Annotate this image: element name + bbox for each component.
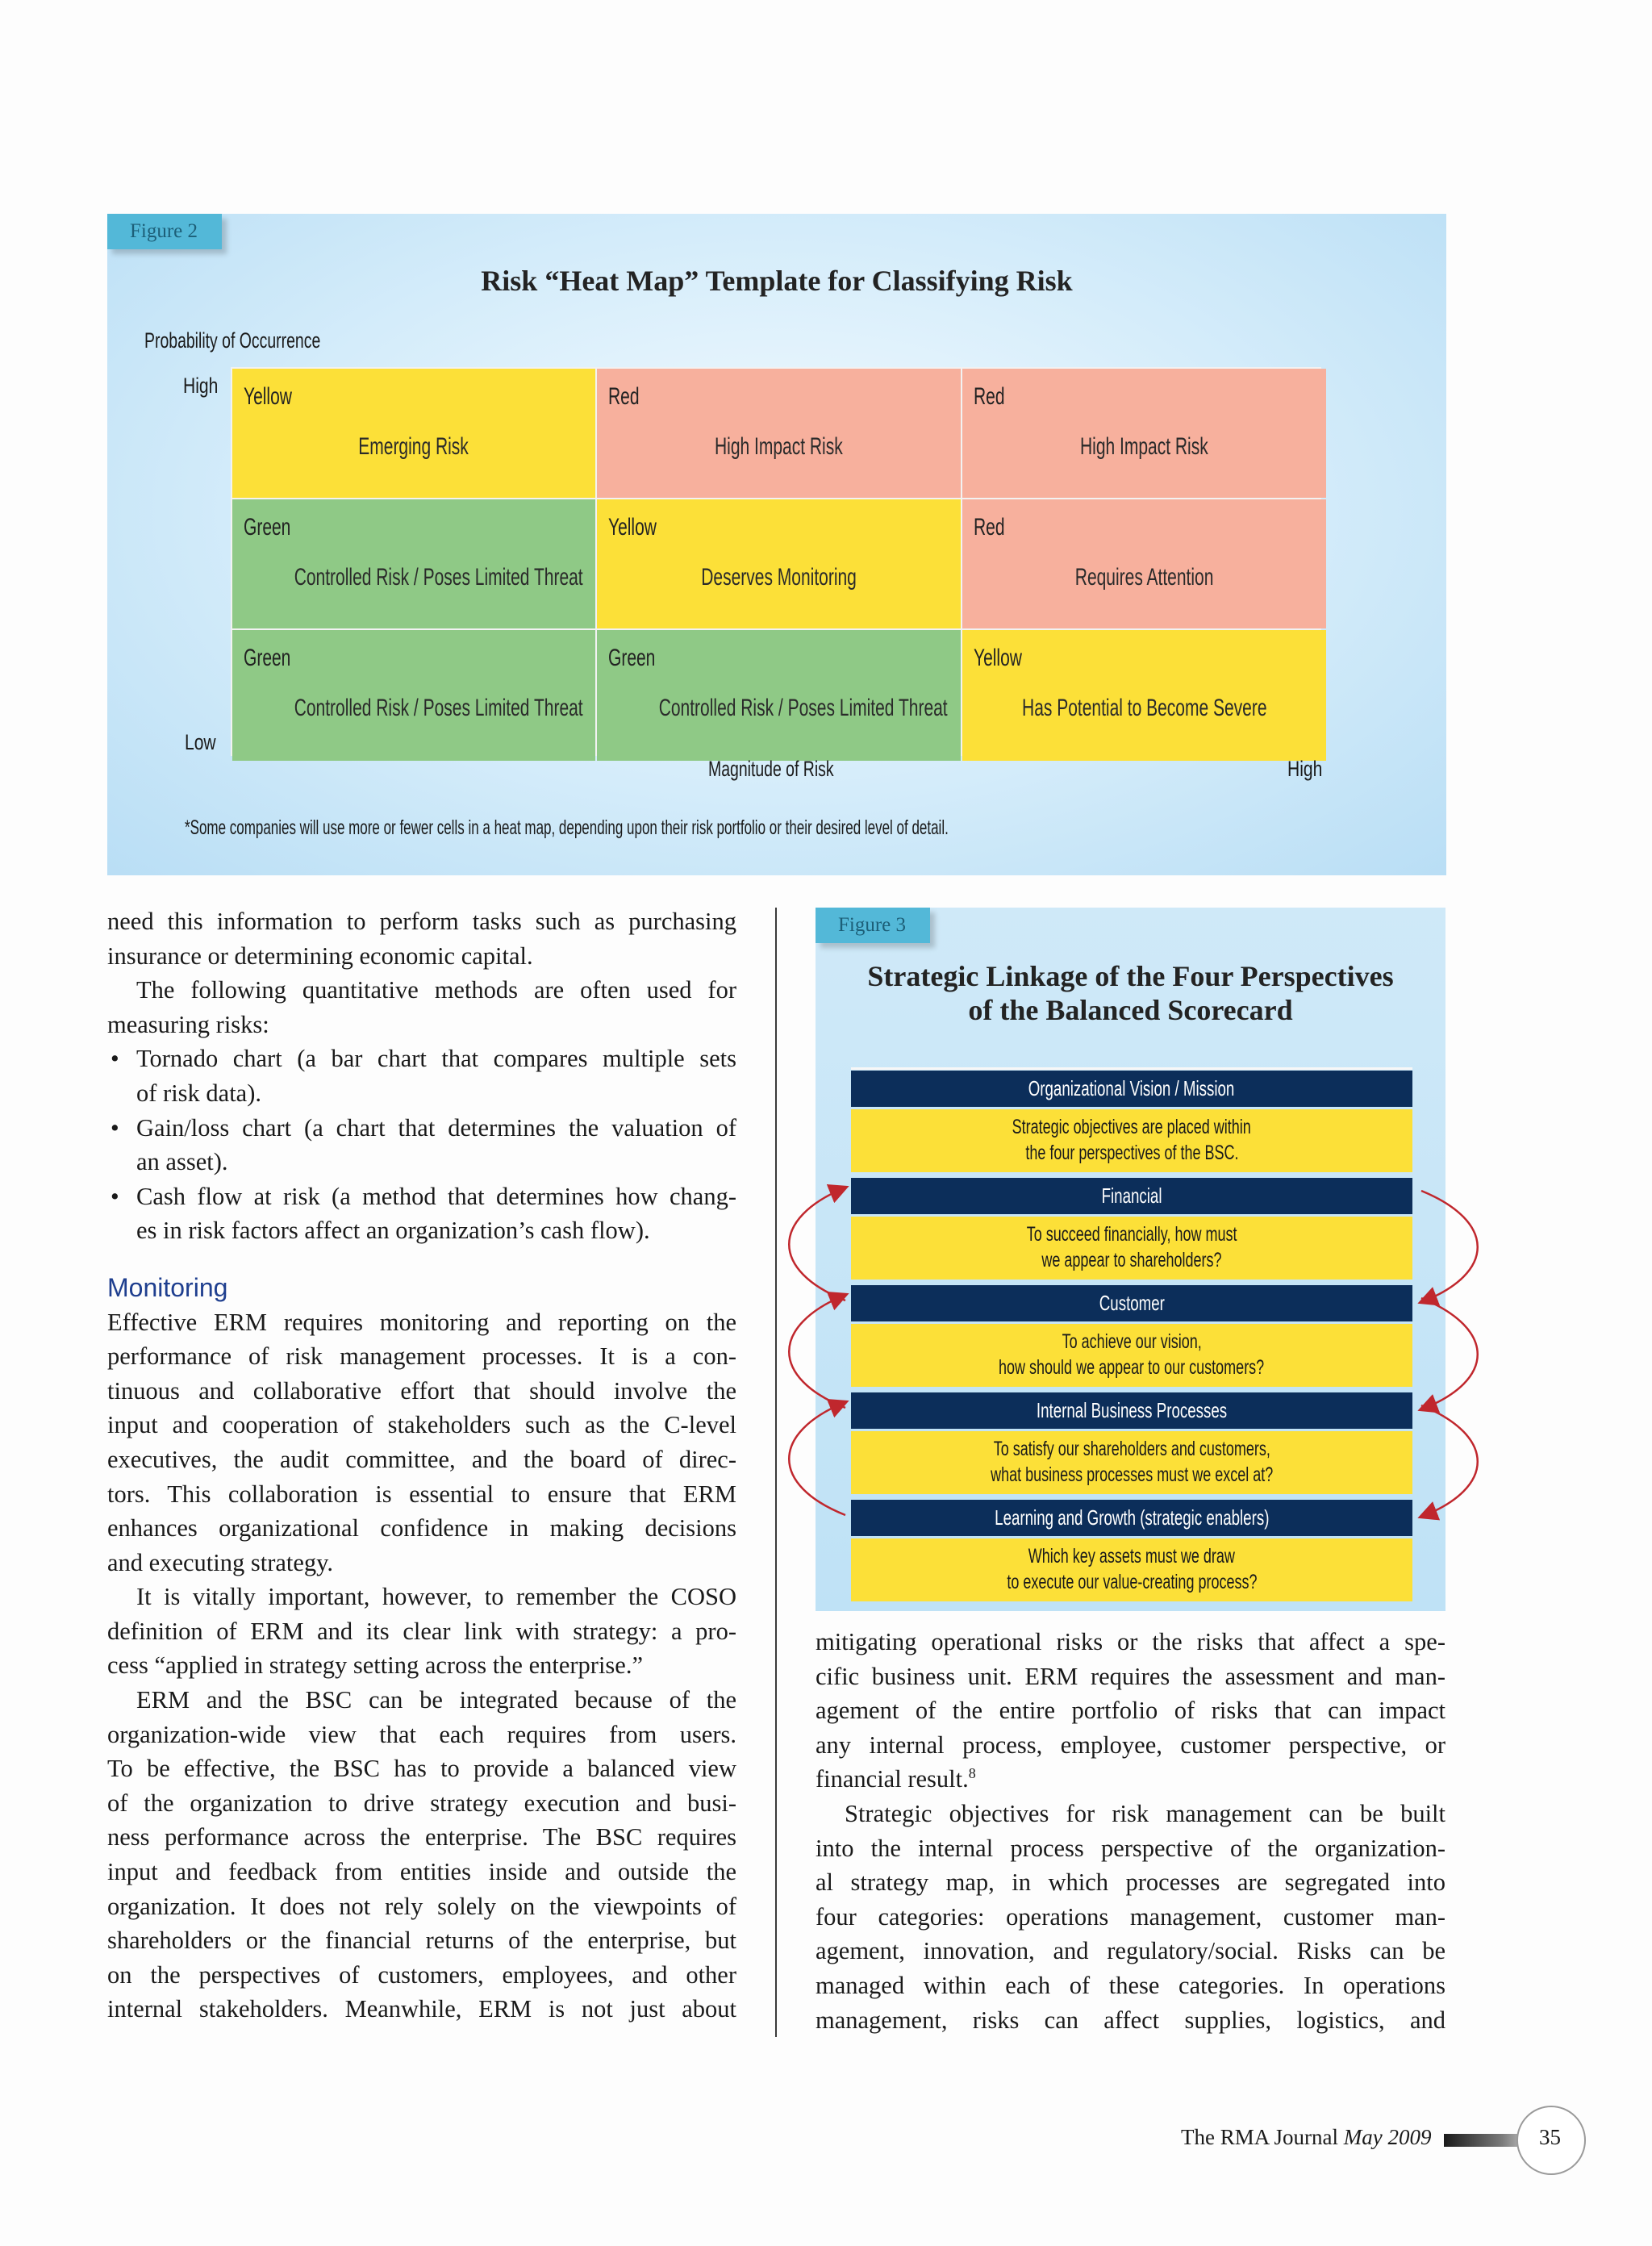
cell-color-label: Red [608, 383, 640, 410]
perspective-header-text: Internal Business Processes [1036, 1398, 1228, 1422]
y-axis-high-label: High [183, 374, 219, 398]
body-line: cific business unit. ERM requires the assessment and man- [816, 1662, 1446, 1690]
cell-description: Deserves Monitoring [701, 564, 857, 591]
body-line: managed within each of these categories. In operations [816, 1971, 1446, 1999]
body-line: tinuous and collaborative effort that should involve the [107, 1376, 736, 1405]
figure-2-title: Risk “Heat Map” Template for Classifying Risk [481, 265, 1073, 297]
body-line: need this information to perform tasks such as purchasing [107, 908, 736, 935]
issue-date: May 2009 [1343, 2125, 1432, 2149]
cell-color-label: Yellow [974, 645, 1022, 671]
body-line: shareholders or the financial returns of the enterprise, but [107, 1927, 736, 1955]
body-line: insurance or determining economic capital. [107, 941, 533, 970]
perspective-header-text: Customer [1099, 1291, 1165, 1315]
body-line: input and feedback from entities inside and outside the [107, 1858, 736, 1886]
linkage-arrow-right [1421, 1191, 1478, 1302]
body-line: organization. It does not rely solely on the viewpoints of [107, 1892, 736, 1920]
body-line: enhances organizational confidence in making decisions [107, 1514, 736, 1543]
cell-description: High Impact Risk [1080, 433, 1208, 460]
body-text: financial result. [816, 1765, 969, 1793]
question-line: to execute our value-creating process? [1006, 1571, 1258, 1593]
figure-2-footnote: *Some companies will use more or fewer cells in a heat map, depending upon their risk portfolio or their desired level of detail. [185, 816, 949, 839]
body-line: organization-wide view that each requires from users. [107, 1720, 736, 1748]
section-heading: Monitoring [107, 1272, 228, 1302]
cell-description: Controlled Risk / Poses Limited Threat [294, 564, 583, 591]
question-line: the four perspectives of the BSC. [1024, 1142, 1239, 1164]
footnote-marker: 8 [968, 1765, 976, 1782]
perspective-header-text: Learning and Growth (strategic enablers) [994, 1505, 1270, 1530]
question-line: Strategic objectives are placed within [1012, 1116, 1252, 1138]
linkage-arrow-right [1421, 1298, 1478, 1409]
question-line: Which key assets must we draw [1028, 1545, 1236, 1568]
cell-description: Requires Attention [1074, 564, 1214, 591]
figure-3-title-line: Strategic Linkage of the Four Perspectives [867, 960, 1394, 992]
body-line: any internal process, employee, customer perspective, or [816, 1730, 1446, 1759]
cell-description: Emerging Risk [358, 433, 469, 460]
body-line: cess “applied in strategy setting across the enterprise.” [107, 1651, 643, 1680]
x-axis-label: Magnitude of Risk [708, 757, 834, 781]
journal-name: The RMA Journal [1181, 2125, 1338, 2149]
body-line: performance of risk management processes. It is a con- [107, 1342, 736, 1371]
cell-description: Has Potential to Become Severe [1021, 695, 1267, 721]
body-line: tors. This collaboration is essential to ensure that ERM [107, 1480, 736, 1508]
cell-color-label: Red [974, 383, 1005, 410]
body-line: To be effective, the BSC has to provide a balanced view [107, 1755, 736, 1783]
linkage-arrow-left [789, 1188, 845, 1300]
cell-description: High Impact Risk [715, 433, 843, 460]
perspective-header-text: Financial [1101, 1184, 1162, 1208]
question-line: To succeed financially, how must [1026, 1223, 1237, 1246]
bullet-line: es in risk factors affect an organization’s cash flow). [136, 1217, 650, 1245]
cell-description: Controlled Risk / Poses Limited Threat [294, 695, 583, 721]
cell-color-label: Red [974, 514, 1005, 541]
body-line: management, risks can affect supplies, logistics, and [816, 2006, 1446, 2034]
x-axis-high-label: High [1287, 757, 1323, 781]
linkage-arrow-right [1421, 1405, 1478, 1517]
right-text-column [816, 1625, 1446, 2037]
linkage-arrow-left [789, 1402, 845, 1515]
body-line: Strategic objectives for risk management can be built [845, 1799, 1446, 1827]
y-axis-label: Probability of Occurrence [144, 328, 321, 353]
bullet-line: • Cash flow at risk (a method that determines how chang- [136, 1182, 736, 1210]
bullet-line: an asset). [136, 1148, 228, 1176]
perspective-header-text: Organizational Vision / Mission [1028, 1076, 1235, 1100]
body-line: definition of ERM and its clear link with strategy: a pro- [107, 1617, 736, 1645]
body-line: measuring risks: [107, 1010, 269, 1038]
figure-3-tag: Figure 3 [816, 908, 930, 943]
body-line: executives, the audit committee, and the board of direc- [107, 1445, 736, 1473]
question-line: how should we appear to our customers? [999, 1356, 1265, 1379]
page-footer [1181, 2125, 1431, 2150]
body-line: four categories: operations management, customer man- [816, 1902, 1446, 1931]
body-line [816, 1762, 1446, 1797]
cell-color-label: Green [244, 514, 291, 541]
body-line: internal stakeholders. Meanwhile, ERM is not just about [107, 1995, 736, 2023]
figure-3-title-line: of the Balanced Scorecard [968, 994, 1293, 1026]
body-line: ERM and the BSC can be integrated because of the [136, 1686, 736, 1714]
question-line: we appear to shareholders? [1041, 1249, 1222, 1271]
body-line: The following quantitative methods are often used for [136, 976, 736, 1004]
bullet-line: • Gain/loss chart (a chart that determines the valuation of [136, 1113, 736, 1142]
question-line: To satisfy our shareholders and customers, [993, 1438, 1270, 1460]
cell-color-label: Green [244, 645, 291, 671]
y-axis-low-label: Low [185, 730, 216, 754]
body-line: input and cooperation of stakeholders such as the C-level [107, 1411, 736, 1439]
body-line: al strategy map, in which processes are segregated into [816, 1868, 1446, 1897]
body-line: mitigating operational risks or the risks that affect a spe- [816, 1628, 1446, 1655]
body-line: Effective ERM requires monitoring and reporting on the [107, 1308, 736, 1336]
question-line: what business processes must we excel at? [990, 1463, 1274, 1486]
bullet-line: • Tornado chart (a bar chart that compares multiple sets [136, 1045, 736, 1073]
cell-color-label: Yellow [608, 514, 657, 541]
cell-description: Controlled Risk / Poses Limited Threat [658, 695, 948, 721]
bullet-line: of risk data). [136, 1079, 261, 1107]
body-line: of the organization to drive strategy execution and busi- [107, 1789, 736, 1817]
linkage-arrow-left [789, 1295, 845, 1408]
page-number: 35 [1539, 2125, 1561, 2149]
cell-color-label: Yellow [244, 383, 292, 410]
question-line: To achieve our vision, [1062, 1330, 1202, 1353]
body-line: ness performance across the enterprise. The BSC requires [107, 1823, 736, 1851]
figure-2-tag: Figure 2 [107, 214, 222, 249]
body-line: into the internal process perspective of the organization- [816, 1834, 1446, 1862]
body-line: It is vitally important, however, to remember the COSO [136, 1583, 736, 1611]
body-line: agement of the entire portfolio of risks that can impact [816, 1697, 1446, 1725]
cell-color-label: Green [608, 645, 656, 671]
body-line: and executing strategy. [107, 1548, 334, 1576]
body-line: on the perspectives of customers, employees, and other [107, 1960, 736, 1989]
body-line: agement, innovation, and regulatory/social. Risks can be [816, 1937, 1446, 1965]
